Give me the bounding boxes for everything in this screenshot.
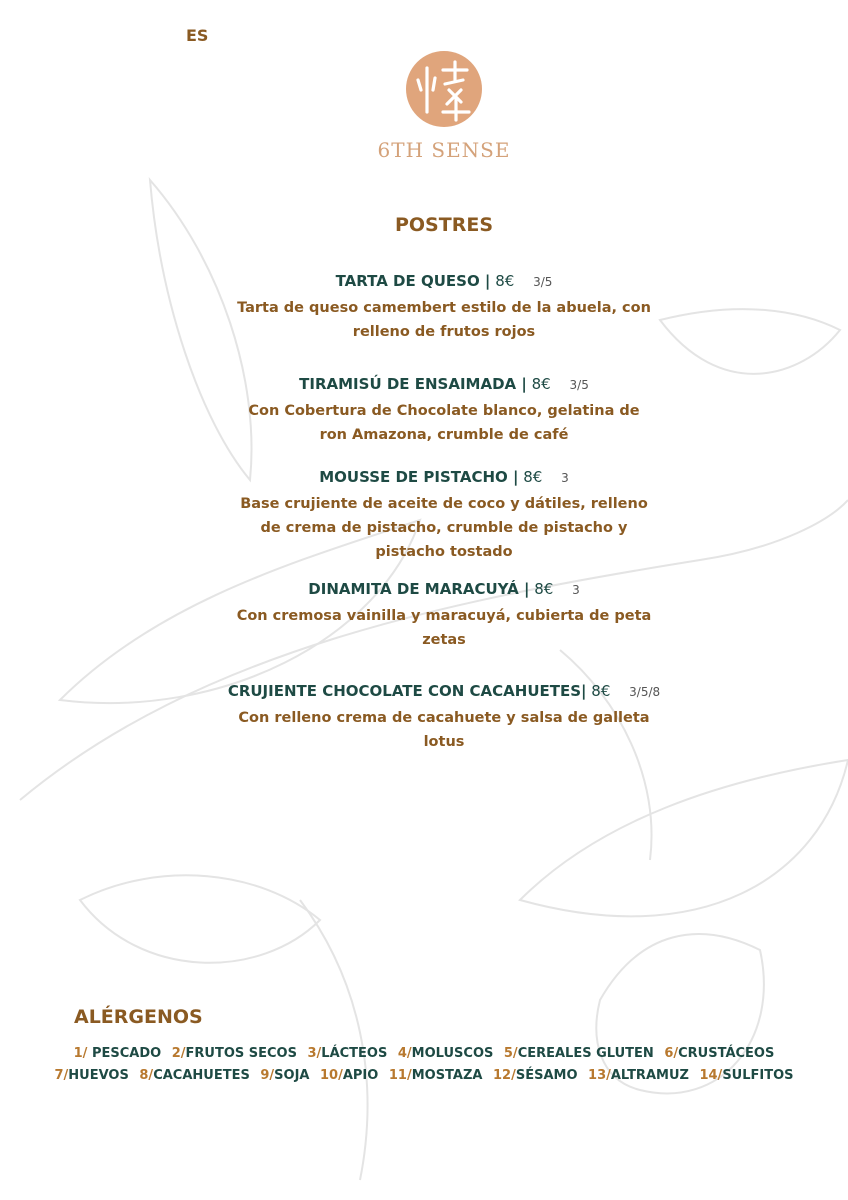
item-name: DINAMITA DE MARACUYÁ | bbox=[308, 580, 530, 598]
allergens-title: ALÉRGENOS bbox=[74, 1006, 203, 1028]
item-allergens: 3/5/8 bbox=[629, 685, 661, 699]
item-name: TIRAMISÚ DE ENSAIMADA | bbox=[299, 375, 527, 393]
language-indicator[interactable]: ES bbox=[186, 26, 209, 45]
allergen-entry: 13/ALTRAMUZ bbox=[588, 1068, 689, 1083]
menu-item bbox=[0, 578, 848, 652]
menu-item bbox=[0, 270, 848, 344]
allergen-entry: 5/CEREALES GLUTEN bbox=[503, 1046, 654, 1061]
item-description: Con Cobertura de Chocolate blanco, gelatina de ron Amazona, crumble de café bbox=[248, 403, 640, 443]
allergen-entry: 10/APIO bbox=[320, 1068, 379, 1083]
item-price: 8€ bbox=[523, 468, 543, 486]
item-description: Con relleno crema de cacahuete y salsa de galleta lotus bbox=[238, 710, 650, 750]
menu-item bbox=[0, 373, 848, 447]
allergen-entry: 3/LÁCTEOS bbox=[307, 1046, 388, 1061]
allergens-list-line-1 bbox=[0, 1043, 848, 1064]
item-allergens: 3 bbox=[572, 583, 580, 597]
allergen-entry: 2/FRUTOS SECOS bbox=[171, 1046, 297, 1061]
allergen-entry: 9/SOJA bbox=[260, 1068, 310, 1083]
item-price: 8€ bbox=[495, 272, 515, 290]
allergen-entry: 7/HUEVOS bbox=[54, 1068, 129, 1083]
item-allergens: 3/5 bbox=[569, 378, 589, 392]
item-name: TARTA DE QUESO | bbox=[335, 272, 491, 290]
item-price: 8€ bbox=[534, 580, 554, 598]
allergen-entry: 8/CACAHUETES bbox=[139, 1068, 250, 1083]
allergen-entry: 14/SULFITOS bbox=[699, 1068, 794, 1083]
allergen-entry: 11/MOSTAZA bbox=[388, 1068, 483, 1083]
allergen-entry: 1/ PESCADO bbox=[73, 1046, 162, 1061]
allergen-entry: 12/SÉSAMO bbox=[493, 1068, 578, 1083]
item-description: Con cremosa vainilla y maracuyá, cubierta de peta zetas bbox=[236, 608, 652, 648]
item-name: MOUSSE DE PISTACHO | bbox=[319, 468, 519, 486]
menu-item bbox=[0, 466, 848, 564]
item-allergens: 3 bbox=[561, 471, 569, 485]
section-title: POSTRES bbox=[394, 214, 493, 236]
item-allergens: 3/5 bbox=[533, 275, 553, 289]
item-name: CRUJIENTE CHOCOLATE CON CACAHUETES| bbox=[227, 682, 587, 700]
allergen-entry: 6/CRUSTÁCEOS bbox=[664, 1046, 775, 1061]
brand-name: 6TH SENSE bbox=[377, 138, 511, 162]
item-price: 8€ bbox=[531, 375, 551, 393]
allergen-entry: 4/MOLUSCOS bbox=[397, 1046, 494, 1061]
menu-item bbox=[0, 680, 848, 754]
allergens-list-line-2 bbox=[0, 1065, 848, 1086]
brand-logo bbox=[405, 50, 483, 128]
item-price: 8€ bbox=[591, 682, 611, 700]
item-description: Tarta de queso camembert estilo de la abuela, con relleno de frutos rojos bbox=[237, 300, 651, 340]
item-description: Base crujiente de aceite de coco y dátiles, relleno de crema de pistacho, crumble de pistacho y pistacho tostado bbox=[240, 496, 648, 560]
